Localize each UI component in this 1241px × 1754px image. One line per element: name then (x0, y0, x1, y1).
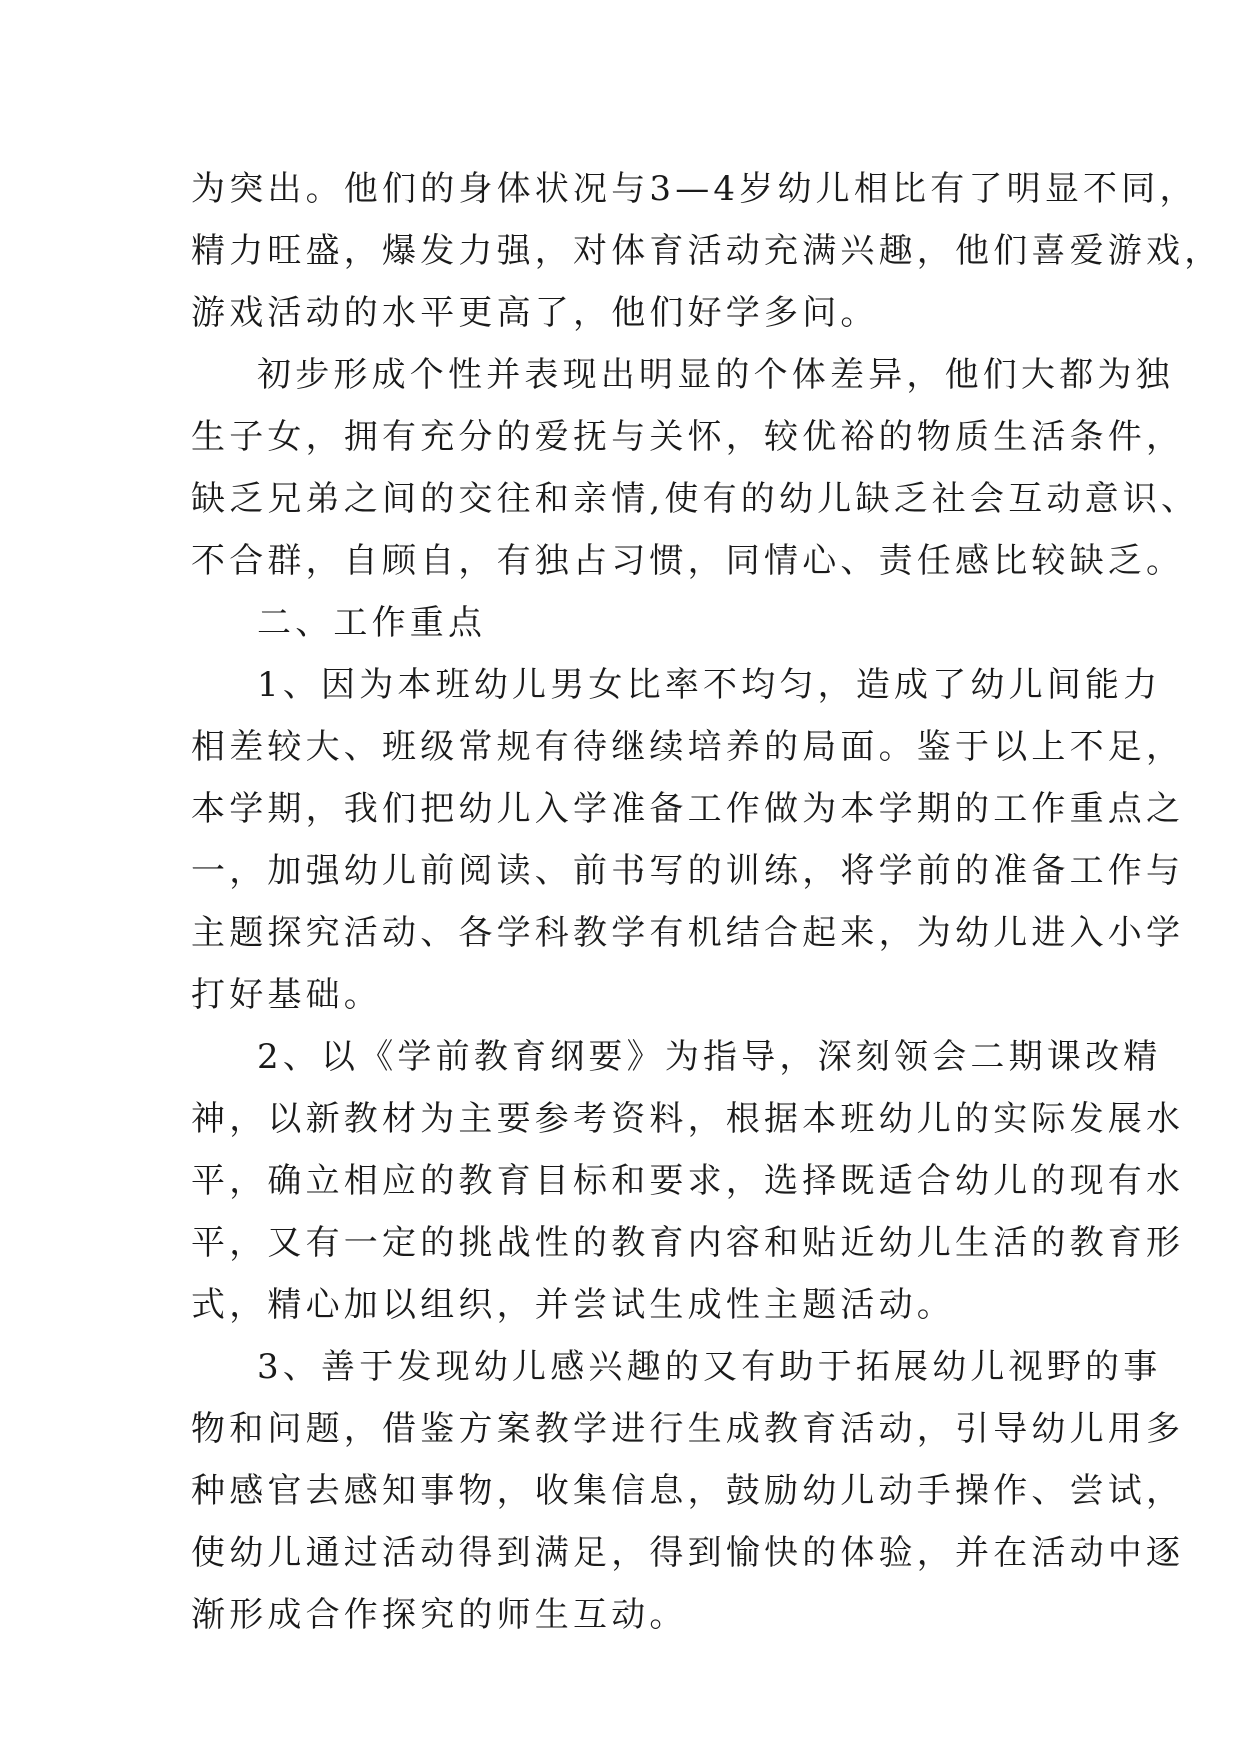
document-body (191, 158, 1223, 1646)
text-line: 相差较大、班级常规有待继续培养的局面。鉴于以上不足， (191, 727, 1185, 767)
text-line: 主题探究活动、各学科教学有机结合起来，为幼儿进入小学 (191, 913, 1185, 953)
text-line: 游戏活动的水平更高了，他们好学多问。 (191, 293, 879, 333)
paragraph (191, 1026, 1185, 1336)
text-line: 使幼儿通过活动得到满足，得到愉快的体验，并在活动中逐 (191, 1533, 1185, 1573)
text-line: 物和问题，借鉴方案教学进行生成教育活动，引导幼儿用多 (191, 1409, 1185, 1449)
text-line: 平，又有一定的挑战性的教育内容和贴近幼儿生活的教育形 (191, 1223, 1185, 1263)
text-line: 种感官去感知事物，收集信息，鼓励幼儿动手操作、尝试， (191, 1471, 1185, 1511)
paragraph (191, 158, 1223, 344)
text-line: 渐形成合作探究的师生互动。 (191, 1595, 688, 1635)
text-line: 缺乏兄弟之间的交往和亲情,使有的幼儿缺乏社会互动意识、 (191, 479, 1200, 519)
text-line: 打好基础。 (191, 975, 382, 1015)
text-line: 1、因为本班幼儿男女比率不均匀，造成了幼儿间能力 (257, 665, 1162, 705)
text-line: 2、以《学前教育纲要》为指导，深刻领会二期课改精 (257, 1037, 1162, 1077)
text-line: 一，加强幼儿前阅读、前书写的训练，将学前的准备工作与 (191, 851, 1185, 891)
text-line: 3、善于发现幼儿感兴趣的又有助于拓展幼儿视野的事 (257, 1347, 1162, 1387)
text-line: 为突出。他们的身体状况与3—4岁幼儿相比有了明显不同， (191, 169, 1198, 209)
section-heading (191, 592, 1071, 654)
text-line: 神，以新教材为主要参考资料，根据本班幼儿的实际发展水 (191, 1099, 1185, 1139)
text-line: 平，确立相应的教育目标和要求，选择既适合幼儿的现有水 (191, 1161, 1185, 1201)
text-line: 本学期，我们把幼儿入学准备工作做为本学期的工作重点之 (191, 789, 1185, 829)
text-line: 精力旺盛，爆发力强，对体育活动充满兴趣，他们喜爱游戏， (191, 231, 1223, 271)
paragraph (191, 654, 1185, 1026)
text-line: 初步形成个性并表现出明显的个体差异，他们大都为独 (257, 355, 1174, 395)
heading-text: 二、工作重点 (257, 603, 487, 643)
text-line: 不合群，自顾自，有独占习惯，同情心、责任感比较缺乏。 (191, 541, 1185, 581)
text-line: 式，精心加以组织，并尝试生成性主题活动。 (191, 1285, 955, 1325)
text-line: 生子女，拥有充分的爱抚与关怀，较优裕的物质生活条件， (191, 417, 1185, 457)
paragraph (191, 1336, 1185, 1646)
paragraph (191, 344, 1200, 592)
